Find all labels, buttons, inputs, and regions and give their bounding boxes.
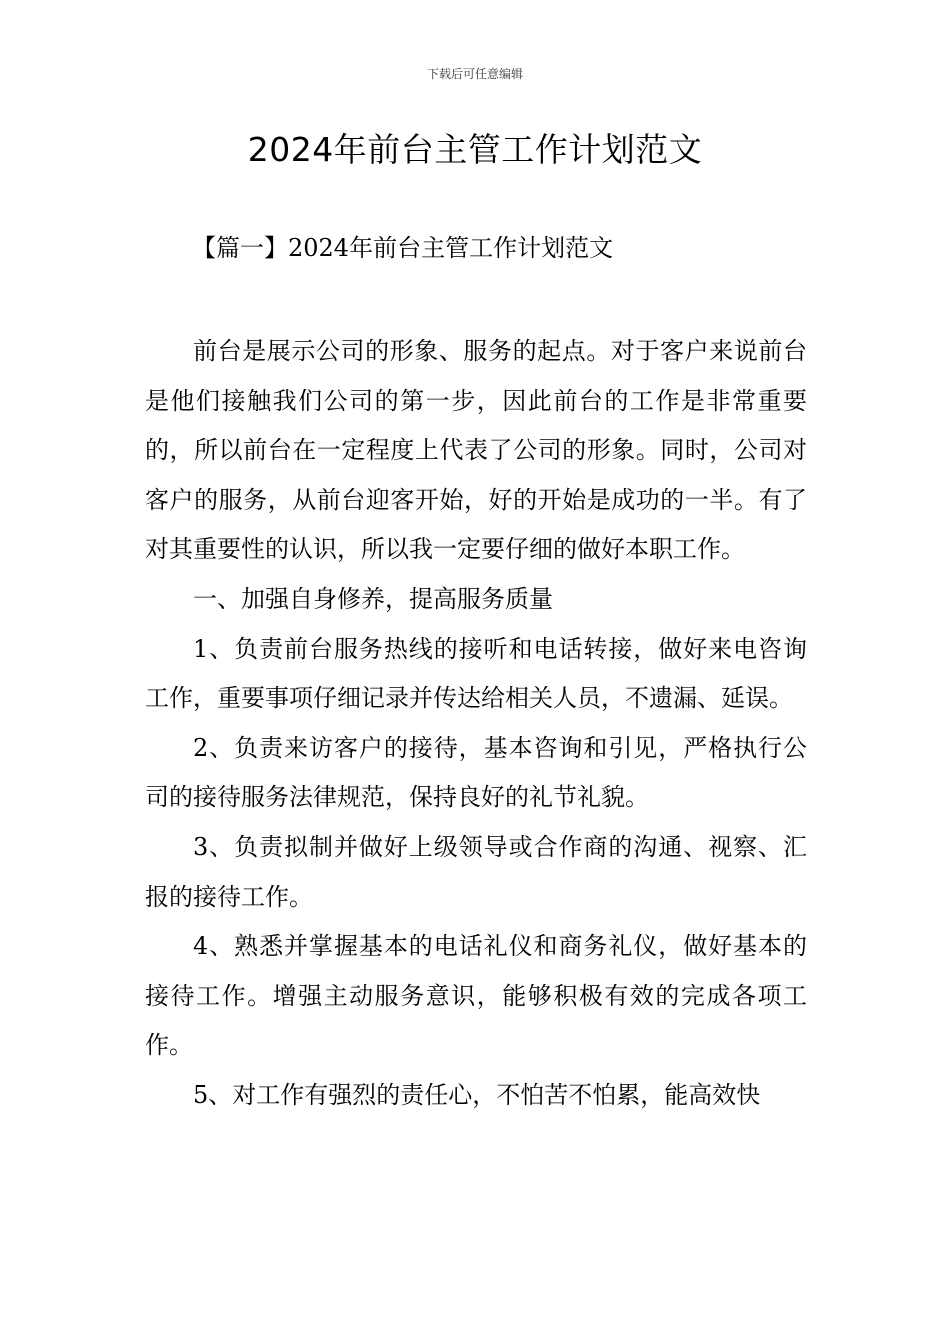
paragraph-item-5: 5、对工作有强烈的责任心，不怕苦不怕累，能高效快 — [193, 1080, 761, 1109]
paragraph-item-1: 1、负责前台服务热线的接听和电话转接，做好来电咨询工作，重要事项仔细记录并传达给相关人员，不遗漏、延误。 — [145, 634, 807, 713]
paragraph-item-2: 2、负责来访客户的接待，基本咨询和引见，严格执行公司的接待服务法律规范，保持良好的礼节礼貌。 — [145, 733, 807, 812]
paragraph-item-4: 4、熟悉并掌握基本的电话礼仪和商务礼仪，做好基本的接待工作。增强主动服务意识，能够积极有效的完成各项工作。 — [145, 932, 807, 1060]
section-heading: 【篇一】2024年前台主管工作计划范文 — [192, 234, 614, 262]
paragraph-heading-one: 一、加强自身修养，提高服务质量 — [193, 584, 553, 613]
header-note: 下载后可任意编辑 — [426, 67, 523, 81]
document-title: 2024年前台主管工作计划范文 — [247, 130, 703, 169]
document-body — [145, 327, 807, 1121]
paragraph-intro: 前台是展示公司的形象、服务的起点。对于客户来说前台是他们接触我们公司的第一步，因此前台的工作是非常重要的，所以前台在一定程度上代表了公司的形象。同时，公司对客户的服务，从前台迎客开始，好的开始是成功的一半。有了对其重要性的认识，所以我一定要仔细的做好本职工作。 — [145, 337, 807, 564]
paragraph-item-3: 3、负责拟制并做好上级领导或合作商的沟通、视察、汇报的接待工作。 — [145, 832, 807, 911]
